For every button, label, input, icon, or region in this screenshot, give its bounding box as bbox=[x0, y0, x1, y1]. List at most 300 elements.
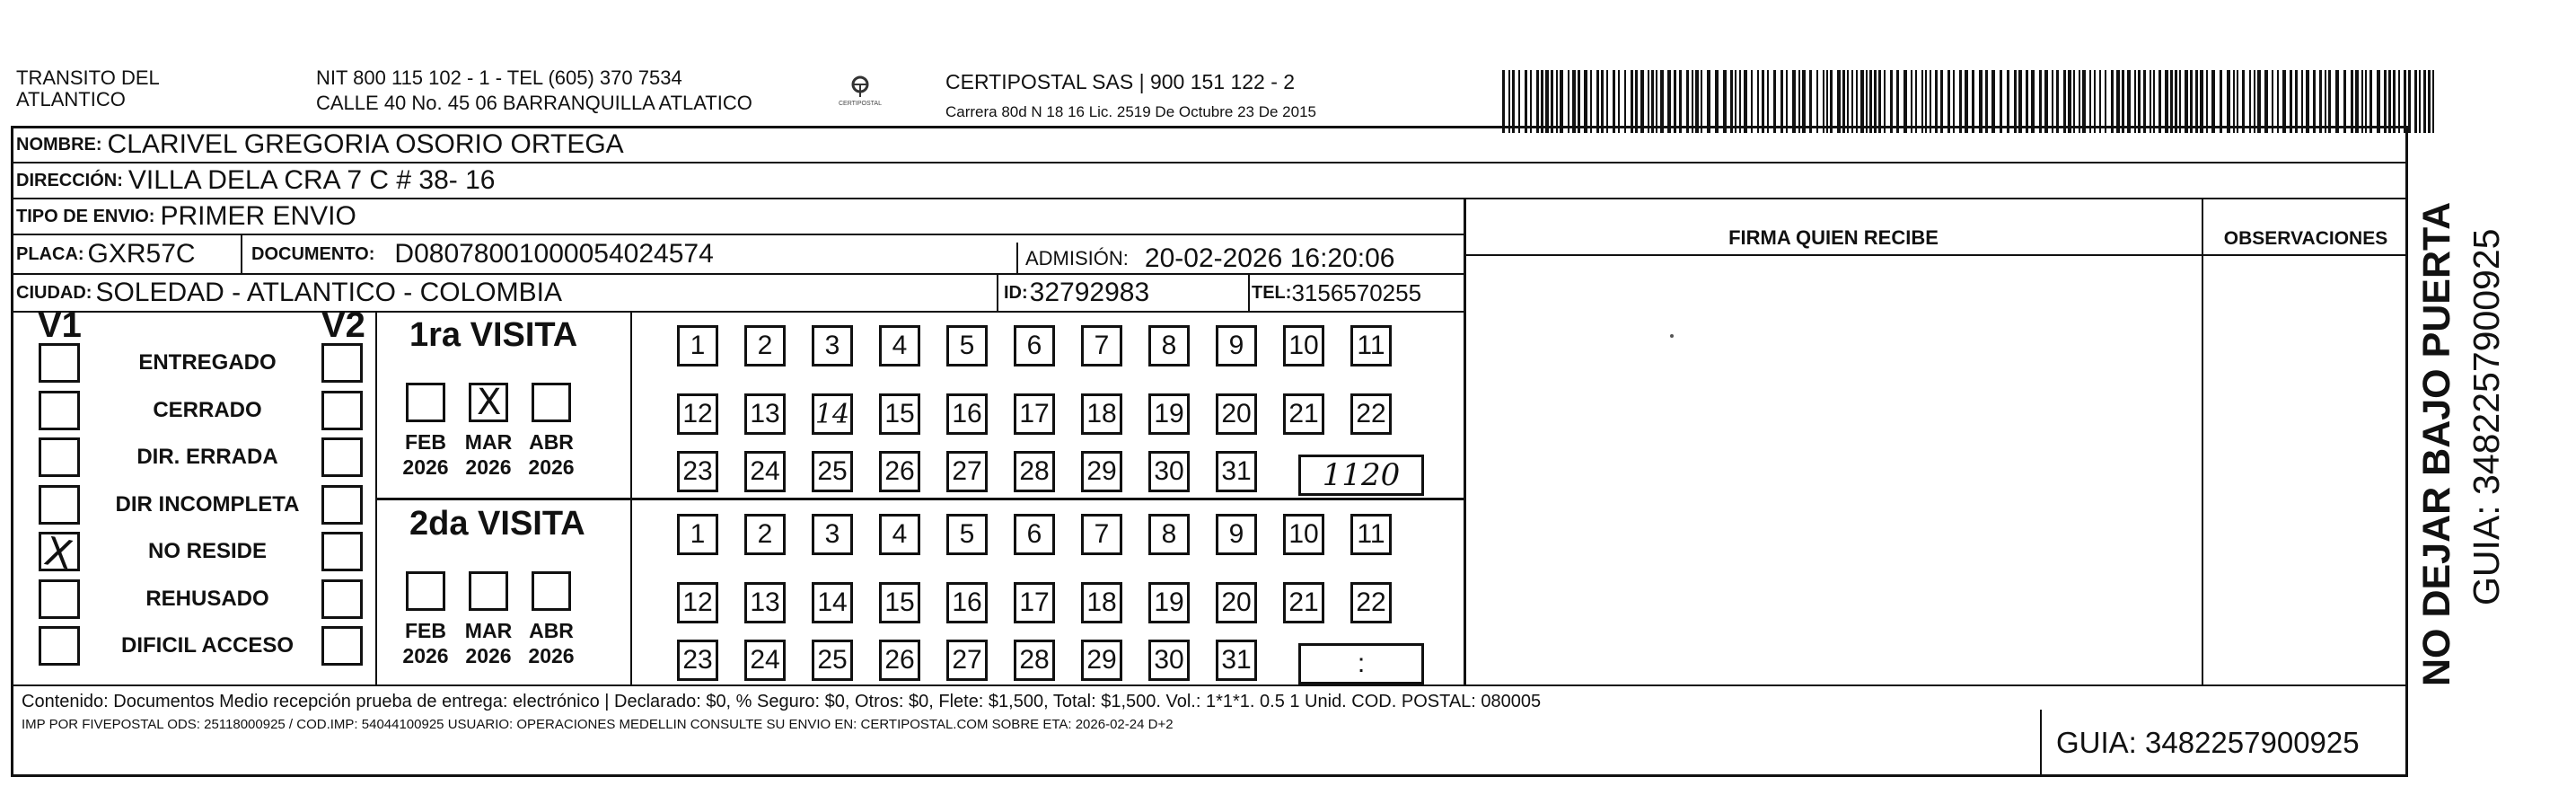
day-box-1[interactable]: 1 bbox=[677, 325, 718, 367]
barcode-bar bbox=[1635, 70, 1638, 133]
month-label bbox=[397, 429, 454, 480]
day-box-27[interactable]: 27 bbox=[946, 451, 988, 492]
day-box-3[interactable]: 3 bbox=[812, 514, 853, 555]
barcode-bar bbox=[1823, 70, 1824, 133]
month-checkbox[interactable] bbox=[406, 383, 445, 422]
barcode-bar bbox=[1991, 70, 1995, 133]
barcode-bar bbox=[1767, 70, 1769, 133]
day-box-20[interactable]: 20 bbox=[1216, 582, 1257, 623]
barcode-bar bbox=[2242, 70, 2245, 133]
reason-label: DIR. ERRADA bbox=[136, 445, 278, 469]
barcode-bar bbox=[2068, 70, 2071, 133]
frame-right bbox=[2405, 126, 2408, 776]
tipo-value: PRIMER ENVIO bbox=[160, 201, 356, 231]
barcode-bar bbox=[1536, 70, 1539, 133]
day-box-2[interactable]: 2 bbox=[744, 325, 786, 367]
id-row bbox=[1004, 275, 1149, 311]
firma-header: FIRMA QUIEN RECIBE bbox=[1728, 226, 1939, 249]
barcode-bar bbox=[2206, 70, 2208, 133]
barcode-bar bbox=[1601, 70, 1604, 133]
barcode-bar bbox=[1878, 70, 1881, 133]
side-guia: GUIA: 3482257900925 bbox=[2466, 228, 2507, 605]
barcode-bar bbox=[1624, 70, 1626, 133]
month-name: ABR bbox=[529, 619, 574, 642]
month-checkbox[interactable] bbox=[532, 571, 571, 611]
month-name: FEB bbox=[405, 430, 446, 454]
barcode-bar bbox=[2111, 70, 2114, 133]
barcode-bar bbox=[2233, 70, 2235, 133]
barcode-bar bbox=[2127, 70, 2131, 133]
day-box-5[interactable]: 5 bbox=[946, 514, 988, 555]
barcode-bar bbox=[1874, 70, 1877, 133]
footer-guia: GUIA: 3482257900925 bbox=[2056, 726, 2360, 759]
barcode-bar bbox=[1640, 70, 1644, 133]
visit-time-field[interactable]: : bbox=[1298, 643, 1424, 684]
barcode-bar bbox=[2343, 70, 2346, 133]
day-box-30[interactable]: 30 bbox=[1148, 640, 1190, 681]
day-box-8[interactable]: 8 bbox=[1148, 325, 1190, 367]
day-box-13[interactable]: 13 bbox=[744, 582, 786, 623]
barcode-bar bbox=[1830, 70, 1833, 133]
barcode-bar bbox=[1809, 70, 1812, 133]
barcode-bar bbox=[1606, 70, 1608, 133]
barcode-bar bbox=[1707, 70, 1710, 133]
barcode-bar bbox=[1965, 70, 1968, 133]
reason-label: DIFICIL ACCESO bbox=[120, 633, 294, 658]
day-box-29[interactable]: 29 bbox=[1081, 640, 1122, 681]
v2-checkbox[interactable] bbox=[321, 626, 363, 666]
barcode-bar bbox=[2094, 70, 2096, 133]
barcode-bar bbox=[2290, 70, 2292, 133]
barcode-bar bbox=[2254, 70, 2255, 133]
barcode-bar bbox=[2237, 70, 2238, 133]
month-year: 2026 bbox=[402, 455, 449, 479]
barcode-bar bbox=[2116, 70, 2120, 133]
ciudad-value: SOLEDAD - ATLANTICO - COLOMBIA bbox=[95, 278, 562, 307]
barcode-bar bbox=[2328, 70, 2331, 133]
reason-label: ENTREGADO bbox=[138, 350, 277, 375]
barcode-bar bbox=[1773, 70, 1776, 133]
barcode-bar bbox=[1660, 70, 1664, 133]
barcode-bar bbox=[1656, 70, 1657, 133]
barcode-bar bbox=[1744, 70, 1747, 133]
day-box-2[interactable]: 2 bbox=[744, 514, 786, 555]
barcode-bar bbox=[1695, 70, 1699, 133]
barcode-bar bbox=[1780, 70, 1783, 133]
barcode-bar bbox=[1911, 70, 1912, 133]
day-box-26[interactable]: 26 bbox=[879, 451, 920, 492]
day-box-30[interactable]: 30 bbox=[1148, 451, 1190, 492]
day-box-26[interactable]: 26 bbox=[879, 640, 920, 681]
barcode-bar bbox=[2384, 70, 2387, 133]
month-year: 2026 bbox=[528, 455, 575, 479]
day-box-29[interactable]: 29 bbox=[1081, 451, 1122, 492]
v1-checkbox[interactable] bbox=[39, 579, 80, 619]
day-box-3[interactable]: 3 bbox=[812, 325, 853, 367]
barcode-bar bbox=[1541, 70, 1543, 133]
v1-checkbox[interactable] bbox=[39, 626, 80, 666]
day-box-23[interactable]: 23 bbox=[677, 451, 718, 492]
barcode-bar bbox=[1735, 70, 1736, 133]
day-box-22[interactable]: 22 bbox=[1350, 582, 1392, 623]
month-name: FEB bbox=[405, 619, 446, 642]
barcode-bar bbox=[1651, 70, 1654, 133]
day-box-31[interactable]: 31 bbox=[1216, 451, 1257, 492]
v1-label: V1 bbox=[38, 305, 82, 345]
documento-value: D08078001000054024574 bbox=[394, 239, 714, 269]
barcode-bar bbox=[1847, 70, 1849, 133]
barcode-bar bbox=[2153, 70, 2155, 133]
v1-checkbox[interactable] bbox=[39, 391, 80, 430]
placa-value: GXR57C bbox=[87, 239, 196, 269]
id-sep bbox=[997, 275, 998, 311]
v2-checkbox[interactable] bbox=[321, 532, 363, 571]
day-box-22[interactable]: 22 bbox=[1350, 393, 1392, 435]
footer-imp: IMP POR FIVEPOSTAL ODS: 25118000925 / COD.IMP: 54044100925 USUARIO: OPERACIONES MEDELLIN CONSULTE SU ENVIO EN: CERTIPOSTAL.COM SOBRE ETA: 2026-02-24 D+2 bbox=[22, 717, 1174, 732]
day-box-18[interactable]: 18 bbox=[1081, 582, 1122, 623]
barcode-bar bbox=[2079, 70, 2080, 133]
barcode-bar bbox=[2264, 70, 2268, 133]
day-box-23[interactable]: 23 bbox=[677, 640, 718, 681]
barcode-bar bbox=[2089, 70, 2091, 133]
month-checkbox[interactable] bbox=[406, 571, 445, 611]
day-box-21[interactable]: 21 bbox=[1283, 393, 1324, 435]
barcode-bar bbox=[1679, 70, 1682, 133]
footer-guia-sep bbox=[2040, 710, 2042, 774]
barcode-bar bbox=[2056, 70, 2059, 133]
day-box-19[interactable]: 19 bbox=[1148, 582, 1190, 623]
barcode-bar bbox=[1925, 70, 1927, 133]
direccion-row bbox=[16, 163, 495, 199]
visit-time-field[interactable]: 1120 bbox=[1298, 455, 1424, 496]
admision-row bbox=[1025, 241, 1394, 277]
barcode-bar bbox=[2414, 70, 2417, 133]
barcode-bar bbox=[1686, 70, 1689, 133]
day-box-10[interactable]: 10 bbox=[1283, 325, 1324, 367]
barcode-bar bbox=[2277, 70, 2279, 133]
barcode-bar bbox=[1930, 70, 1931, 133]
barcode-bar bbox=[2361, 70, 2363, 133]
issuer-address: CALLE 40 No. 45 06 BARRANQUILLA ATLATICO bbox=[316, 92, 752, 114]
barcode-bar bbox=[1890, 70, 1893, 133]
placa-sep bbox=[241, 234, 242, 273]
barcode-bar bbox=[2355, 70, 2359, 133]
barcode-bar bbox=[2365, 70, 2367, 133]
day-box-27[interactable]: 27 bbox=[946, 640, 988, 681]
nombre-label: NOMBRE: bbox=[16, 134, 102, 155]
tipo-row bbox=[16, 199, 356, 234]
day-box-6[interactable]: 6 bbox=[1014, 514, 1055, 555]
day-box-21[interactable]: 21 bbox=[1283, 582, 1324, 623]
day-box-13[interactable]: 13 bbox=[744, 393, 786, 435]
admision-label: ADMISIÓN: bbox=[1025, 247, 1129, 269]
barcode-bar bbox=[2044, 70, 2048, 133]
barcode-bar bbox=[2398, 70, 2400, 133]
barcode-bar bbox=[2031, 70, 2035, 133]
barcode-bar bbox=[2007, 70, 2009, 133]
barcode-bar bbox=[1560, 70, 1563, 133]
day-box-6[interactable]: 6 bbox=[1014, 325, 1055, 367]
day-box-25[interactable]: 25 bbox=[812, 451, 853, 492]
month-year: 2026 bbox=[402, 644, 449, 667]
id-value: 32792983 bbox=[1029, 278, 1150, 307]
barcode-bar bbox=[1578, 70, 1580, 133]
day-box-7[interactable]: 7 bbox=[1081, 325, 1122, 367]
reason-label: REHUSADO bbox=[145, 586, 269, 611]
company-line: CERTIPOSTAL SAS | 900 151 122 - 2 bbox=[945, 70, 1296, 93]
barcode-bar bbox=[2301, 70, 2303, 133]
barcode-bar bbox=[2200, 70, 2203, 133]
barcode-bar bbox=[2052, 70, 2053, 133]
placa-row bbox=[16, 236, 196, 272]
documento-row bbox=[251, 236, 714, 272]
barcode-bar bbox=[2227, 70, 2230, 133]
v2-checkbox[interactable] bbox=[321, 391, 363, 430]
day-box-19[interactable]: 19 bbox=[1148, 393, 1190, 435]
barcode-bar bbox=[2388, 70, 2391, 133]
direccion-label: DIRECCIÓN: bbox=[16, 170, 123, 190]
barcode-bar bbox=[1826, 70, 1828, 133]
barcode-bar bbox=[2369, 70, 2372, 133]
day-box-11[interactable]: 11 bbox=[1350, 514, 1392, 555]
barcode-bar bbox=[1953, 70, 1955, 133]
documento-label: DOCUMENTO: bbox=[251, 243, 375, 264]
barcode-bar bbox=[1935, 70, 1938, 133]
visit-title: 2da VISITA bbox=[409, 505, 585, 543]
barcode-bar bbox=[1762, 70, 1764, 133]
day-box-14[interactable]: 14 bbox=[812, 582, 853, 623]
id-label: ID: bbox=[1004, 282, 1028, 303]
barcode-bar bbox=[1701, 70, 1702, 133]
month-year: 2026 bbox=[465, 644, 512, 667]
barcode-bar bbox=[2138, 70, 2141, 133]
barcode-bar bbox=[1837, 70, 1841, 133]
v1-checkbox[interactable] bbox=[39, 485, 80, 525]
day-box-25[interactable]: 25 bbox=[812, 640, 853, 681]
month-checkbox[interactable] bbox=[469, 383, 508, 422]
barcode-bar bbox=[1551, 70, 1553, 133]
barcode-bar bbox=[1972, 70, 1974, 133]
v2-checkbox[interactable] bbox=[321, 485, 363, 525]
barcode-bar bbox=[1842, 70, 1845, 133]
barcode-bar bbox=[2014, 70, 2017, 133]
barcode-bar bbox=[1739, 70, 1741, 133]
barcode-bar bbox=[2175, 70, 2177, 133]
barcode-bar bbox=[2335, 70, 2339, 133]
tel-value: 3156570255 bbox=[1291, 278, 1422, 306]
barcode-bar bbox=[2306, 70, 2309, 133]
admision-sep bbox=[1016, 243, 1018, 273]
barcode-bar bbox=[2404, 70, 2406, 133]
barcode-bar bbox=[2026, 70, 2028, 133]
frame-bottom bbox=[11, 774, 2408, 777]
frame-left bbox=[11, 126, 13, 776]
barcode-bar bbox=[1921, 70, 1923, 133]
barcode-bar bbox=[1618, 70, 1620, 133]
barcode-bar bbox=[2295, 70, 2298, 133]
barcode-bar bbox=[1730, 70, 1733, 133]
barcode-bar bbox=[1851, 70, 1853, 133]
barcode-bar bbox=[2282, 70, 2286, 133]
barcode-bar bbox=[2249, 70, 2251, 133]
reason-label: DIR INCOMPLETA bbox=[115, 491, 300, 517]
barcode-bar bbox=[1530, 70, 1532, 133]
day-box-12[interactable]: 12 bbox=[677, 582, 718, 623]
barcode-bar bbox=[1674, 70, 1676, 133]
placa-label: PLACA: bbox=[16, 243, 84, 264]
barcode-bar bbox=[1940, 70, 1943, 133]
barcode-bar bbox=[1648, 70, 1649, 133]
day-box-4[interactable]: 4 bbox=[879, 514, 920, 555]
month-label bbox=[523, 429, 580, 480]
barcode-bar bbox=[2428, 70, 2431, 133]
barcode-bar bbox=[1869, 70, 1872, 133]
month-name: ABR bbox=[529, 430, 574, 454]
barcode-bar bbox=[1590, 70, 1592, 133]
day-box-28[interactable]: 28 bbox=[1014, 451, 1055, 492]
month-label bbox=[460, 429, 517, 480]
barcode-bar bbox=[2408, 70, 2411, 133]
month-check-mark: X bbox=[477, 382, 502, 423]
barcode-bar bbox=[1757, 70, 1759, 133]
barcode-bar bbox=[1525, 70, 1527, 133]
footer-sep bbox=[11, 684, 2408, 686]
day-box-7[interactable]: 7 bbox=[1081, 514, 1122, 555]
day-box-31[interactable]: 31 bbox=[1216, 640, 1257, 681]
barcode-bar bbox=[2150, 70, 2151, 133]
license-line: Carrera 80d N 18 16 Lic. 2519 De Octubre 23 De 2015 bbox=[945, 103, 1316, 120]
tel-row bbox=[1252, 275, 1421, 311]
day-box-18[interactable]: 18 bbox=[1081, 393, 1122, 435]
day-box-15[interactable]: 15 bbox=[879, 393, 920, 435]
barcode-bar bbox=[1798, 70, 1800, 133]
day-box-9[interactable]: 9 bbox=[1216, 325, 1257, 367]
day-box-24[interactable]: 24 bbox=[744, 451, 786, 492]
day-box-11[interactable]: 11 bbox=[1350, 325, 1392, 367]
month-name: MAR bbox=[464, 619, 513, 642]
day-box-9[interactable]: 9 bbox=[1216, 514, 1257, 555]
day-box-20[interactable]: 20 bbox=[1216, 393, 1257, 435]
day-box-17[interactable]: 17 bbox=[1014, 582, 1055, 623]
day-box-10[interactable]: 10 bbox=[1283, 514, 1324, 555]
barcode-bar bbox=[1556, 70, 1558, 133]
month-checkbox[interactable] bbox=[469, 571, 508, 611]
barcode-bar bbox=[2257, 70, 2261, 133]
barcode-bar bbox=[1508, 70, 1510, 133]
barcode-bar bbox=[2220, 70, 2222, 133]
barcode-bar bbox=[1802, 70, 1806, 133]
tipo-label: TIPO DE ENVIO: bbox=[16, 206, 155, 226]
barcode-bar bbox=[2082, 70, 2086, 133]
day-box-15[interactable]: 15 bbox=[879, 582, 920, 623]
day-box-14[interactable]: 14 bbox=[812, 393, 853, 435]
month-label bbox=[397, 618, 454, 668]
barcode-bar bbox=[2099, 70, 2101, 133]
day-box-5[interactable]: 5 bbox=[946, 325, 988, 367]
v2-checkbox[interactable] bbox=[321, 343, 363, 383]
visit-sep bbox=[375, 498, 1464, 500]
barcode-bar bbox=[2018, 70, 2022, 133]
barcode-bar bbox=[2351, 70, 2353, 133]
barcode-bar bbox=[2165, 70, 2168, 133]
barcode-bar bbox=[1816, 70, 1818, 133]
barcode-bar bbox=[1545, 70, 1549, 133]
barcode-bar bbox=[2105, 70, 2106, 133]
reason-label: NO RESIDE bbox=[147, 539, 268, 563]
issuer-nit: NIT 800 115 102 - 1 - TEL (605) 370 7534 bbox=[316, 66, 682, 89]
barcode-bar bbox=[2073, 70, 2075, 133]
day-box-24[interactable]: 24 bbox=[744, 640, 786, 681]
barcode-bar bbox=[1856, 70, 1858, 133]
v2-checkbox[interactable] bbox=[321, 437, 363, 477]
barcode-bar bbox=[2158, 70, 2161, 133]
barcode-bar bbox=[2325, 70, 2326, 133]
month-year: 2026 bbox=[528, 644, 575, 667]
reason-label: CERRADO bbox=[153, 397, 262, 422]
barcode-bar bbox=[1860, 70, 1864, 133]
barcode-bar bbox=[2143, 70, 2146, 133]
day-box-8[interactable]: 8 bbox=[1148, 514, 1190, 555]
v1-checkbox[interactable] bbox=[39, 343, 80, 383]
barcode-bar bbox=[2272, 70, 2273, 133]
barcode-bar bbox=[2000, 70, 2002, 133]
barcode-bar bbox=[1518, 70, 1520, 133]
barcode-bar bbox=[2423, 70, 2426, 133]
barcode-bar bbox=[2122, 70, 2124, 133]
barcode-bar bbox=[1715, 70, 1719, 133]
footer-contenido: Contenido: Documentos Medio recepción prueba de entrega: electrónico | Declarado: $0, % Seguro: $0, Otros: $0, Flete: $1,500, Total: $1,500. Vol.: 1*1*1. 0.5 1 Unid. COD. POSTAL: 080005 bbox=[22, 692, 1542, 711]
day-box-1[interactable]: 1 bbox=[677, 514, 718, 555]
logo-text: CERTIPOSTAL bbox=[839, 101, 882, 107]
barcode-bar bbox=[1896, 70, 1899, 133]
nombre-row bbox=[16, 127, 624, 163]
day-box-12[interactable]: 12 bbox=[677, 393, 718, 435]
barcode-bar bbox=[1903, 70, 1907, 133]
day-box-16[interactable]: 16 bbox=[946, 582, 988, 623]
admision-value: 20-02-2026 16:20:06 bbox=[1144, 243, 1395, 273]
barcode-bar bbox=[2185, 70, 2188, 133]
obs-divider bbox=[2202, 199, 2203, 684]
barcode-bar bbox=[2179, 70, 2181, 133]
barcode-bar bbox=[2432, 70, 2434, 133]
barcode-bar bbox=[1959, 70, 1962, 133]
day-box-4[interactable]: 4 bbox=[879, 325, 920, 367]
day-box-16[interactable]: 16 bbox=[946, 393, 988, 435]
barcode-bar bbox=[2419, 70, 2421, 133]
v1-checkbox[interactable] bbox=[39, 528, 80, 579]
barcode-bar bbox=[1631, 70, 1633, 133]
month-year: 2026 bbox=[465, 455, 512, 479]
month-label bbox=[523, 618, 580, 668]
barcode-bar bbox=[1866, 70, 1868, 133]
day-box-17[interactable]: 17 bbox=[1014, 393, 1055, 435]
month-checkbox[interactable] bbox=[532, 383, 571, 422]
day-box-28[interactable]: 28 bbox=[1014, 640, 1055, 681]
month-label bbox=[460, 618, 517, 668]
barcode-bar bbox=[2319, 70, 2322, 133]
barcode-bar bbox=[1979, 70, 1983, 133]
barcode-bar bbox=[2211, 70, 2215, 133]
v2-checkbox[interactable] bbox=[321, 579, 363, 619]
side-no-dejar: NO DEJAR BAJO PUERTA bbox=[2415, 201, 2458, 686]
barcode-bar bbox=[1568, 70, 1569, 133]
certipostal-logo bbox=[835, 68, 885, 117]
barcode-bar bbox=[1751, 70, 1753, 133]
ciudad-row bbox=[16, 275, 562, 311]
barcode-bar bbox=[1502, 70, 1505, 133]
barcode-bar bbox=[1596, 70, 1599, 133]
v1-checkbox[interactable] bbox=[39, 437, 80, 477]
